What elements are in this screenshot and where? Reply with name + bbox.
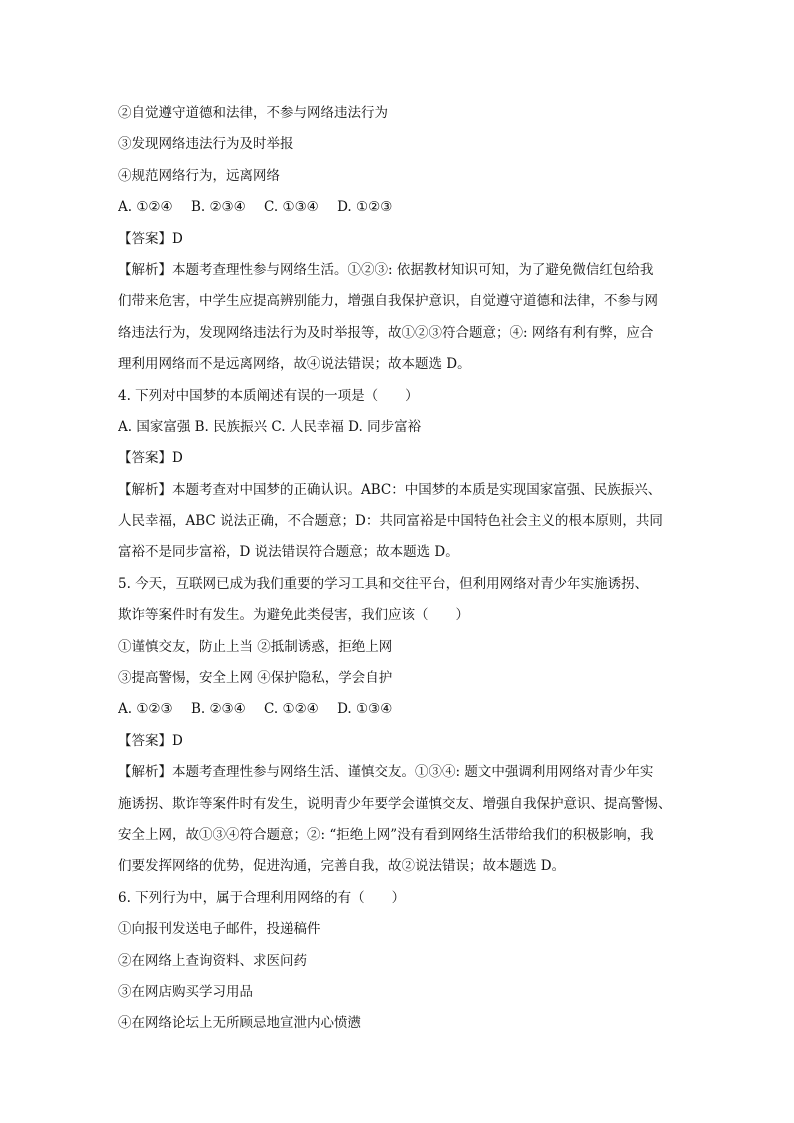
- q3-answer: 【答案】D: [118, 230, 183, 247]
- q6-option-4: ④在网络论坛上无所顾忌地宣泄内心愤懑: [118, 1015, 361, 1032]
- q4-question: 4. 下列对中国梦的本质阐述有误的一项是（ ）: [118, 387, 419, 404]
- q6-question: 6. 下列行为中，属于合理利用网络的有（ ）: [118, 889, 406, 906]
- q6-option-3: ③在网店购买学习用品: [118, 983, 253, 1000]
- q4-choices: A. 国家富强 B. 民族振兴 C. 人民幸福 D. 同步富裕: [118, 418, 422, 435]
- q5-analysis-line-1: 【解析】本题考查理性参与网络生活、谨慎交友。①③④: 题文中强调利用网络对青少年实: [118, 764, 654, 781]
- q5-analysis-line-2: 施诱拐、欺诈等案件时有发生，说明青少年要学会谨慎交友、增强自我保护意识、提高警惕、: [118, 795, 672, 812]
- q4-answer: 【答案】D: [118, 450, 183, 467]
- q5-analysis-line-4: 们要发挥网络的优势，促进沟通，完善自我，故②说法错误；故本题选 D。: [118, 858, 566, 875]
- q5-question-line-2: 欺诈等案件时有发生。为避免此类侵害，我们应该（ ）: [118, 607, 469, 624]
- q3-choice-d: D. ①②③: [337, 199, 393, 216]
- q5-analysis-line-3: 安全上网，故①③④符合题意；②: “拒绝上网”没有看到网络生活带给我们的积极影响，我: [118, 826, 654, 843]
- q5-choice-a: A. ①②③: [118, 701, 173, 718]
- q3-choice-a: A. ①②④: [118, 199, 173, 216]
- q5-choice-b: B. ②③④: [190, 701, 246, 718]
- q3-analysis-line-4: 理利用网络而不是远离网络，故④说法错误；故本题选 D。: [118, 356, 471, 373]
- q6-option-2: ②在网络上查询资料、求医问药: [118, 952, 307, 969]
- q3-choice-c: C. ①③④: [264, 199, 319, 216]
- q3-analysis-line-1: 【解析】本题考查理性参与网络生活。①②③: 依据教材知识可知，为了避免微信红包给我: [118, 261, 654, 278]
- q3-analysis-line-3: 络违法行为，发现网络违法行为及时举报等，故①②③符合题意；④: 网络有利有弊，应合: [118, 324, 654, 341]
- q3-option-2: ②自觉遵守道德和法律，不参与网络违法行为: [118, 105, 388, 121]
- q5-choice-d: D. ①③④: [337, 701, 393, 718]
- q5-options-1-2: ①谨慎交友，防止上当 ②抵制诱惑，拒绝上网: [118, 638, 393, 655]
- q3-option-4: ④规范网络行为，远离网络: [118, 167, 280, 184]
- q3-choice-b: B. ②③④: [190, 199, 246, 216]
- q5-options-3-4: ③提高警惕，安全上网 ④保护隐私，学会自护: [118, 670, 393, 687]
- q5-choices: [118, 694, 678, 725]
- q6-option-1: ①向报刊发送电子邮件，投递稿件: [118, 921, 321, 938]
- q4-analysis-line-3: 富裕不是同步富裕，D 说法错误符合题意；故本题选 D。: [118, 544, 459, 561]
- q3-analysis-line-2: 们带来危害，中学生应提高辨别能力，增强自我保护意识，自觉遵守道德和法律，不参与网: [118, 293, 658, 310]
- q3-choices: [118, 192, 678, 223]
- q4-analysis-line-1: 【解析】本题考查对中国梦的正确认识。ABC：中国梦的本质是实现国家富强、民族振兴、: [118, 481, 662, 498]
- q5-question-line-1: 5. 今天，互联网已成为我们重要的学习工具和交往平台，但利用网络对青少年实施诱拐、: [118, 575, 649, 592]
- document-page: [118, 98, 678, 1040]
- q5-choice-c: C. ①②④: [264, 701, 319, 718]
- q4-analysis-line-2: 人民幸福，ABC 说法正确，不合题意；D：共同富裕是中国特色社会主义的根本原则，共同: [118, 513, 663, 530]
- q5-answer: 【答案】D: [118, 732, 183, 749]
- q3-option-3: ③发现网络违法行为及时举报: [118, 136, 294, 153]
